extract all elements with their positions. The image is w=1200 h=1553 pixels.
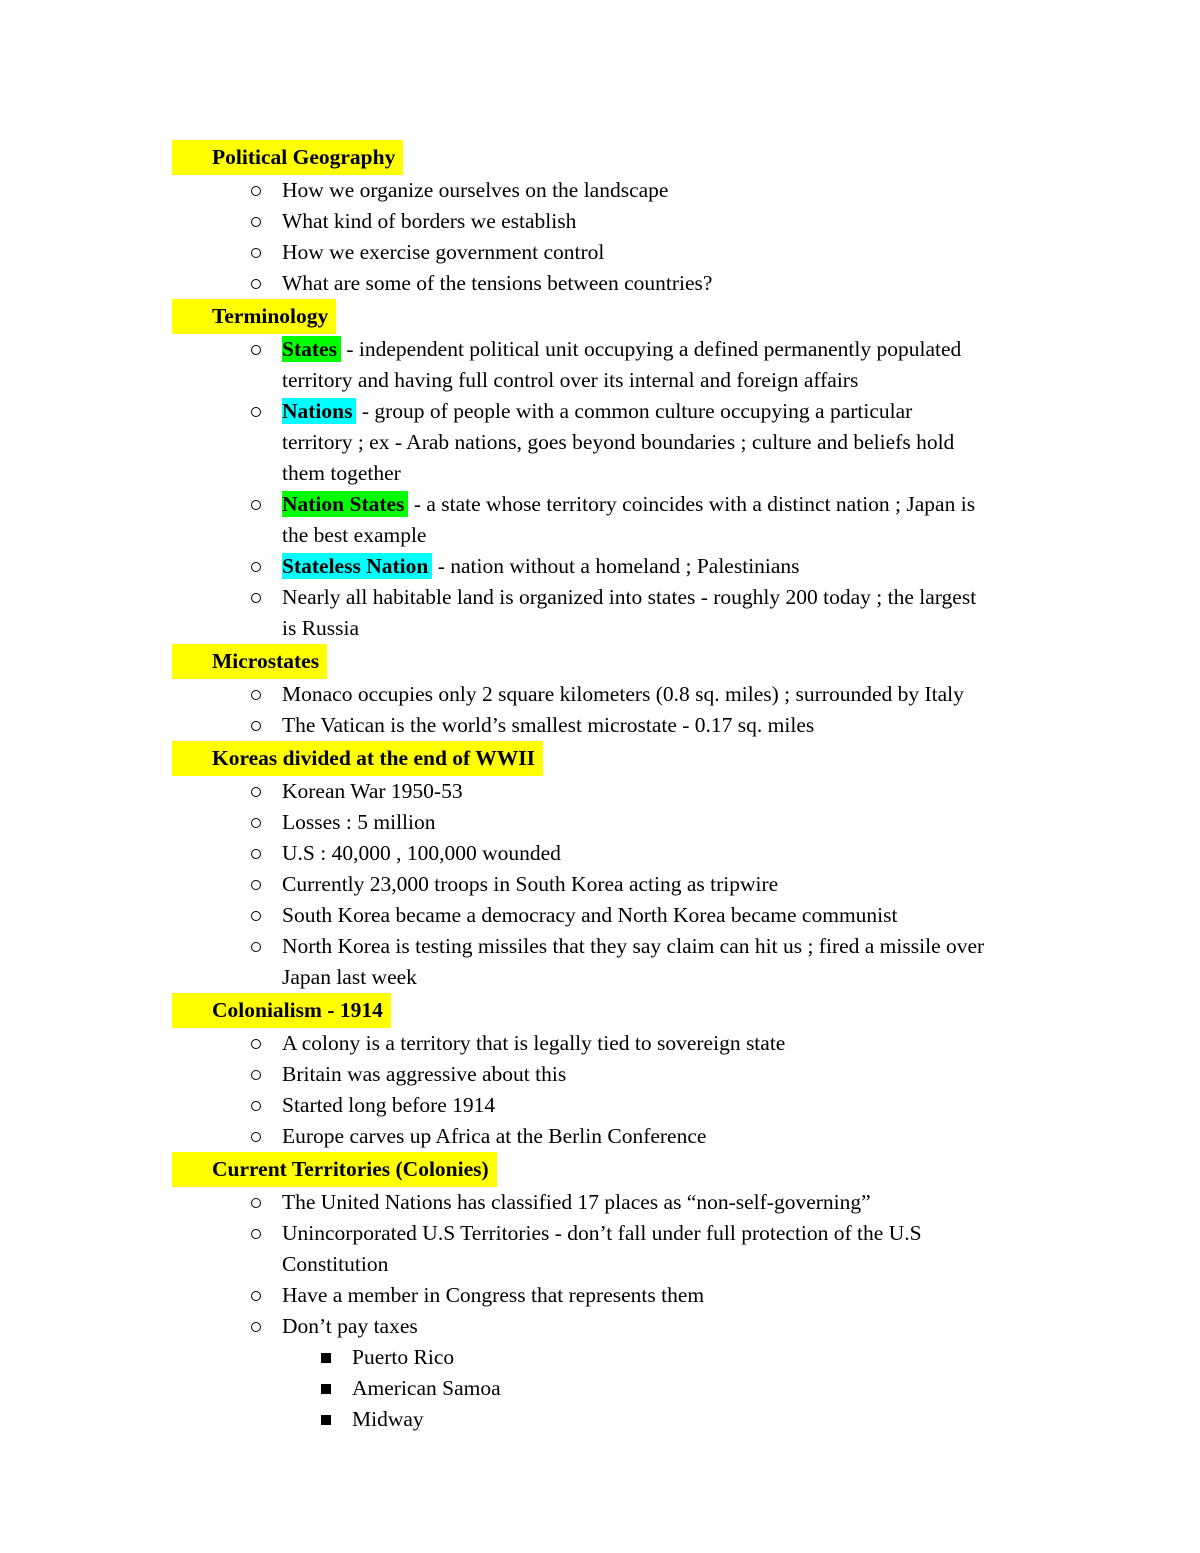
circ-glyph-icon (251, 818, 261, 828)
circ-glyph-icon (251, 690, 261, 700)
list-item (0, 1187, 1200, 1218)
sq-glyph-icon (321, 1353, 331, 1363)
circ-glyph-icon (251, 1229, 261, 1239)
list-item-text: Don’t pay taxes (282, 1314, 418, 1338)
circ-glyph-icon (251, 721, 261, 731)
sub-list-item (0, 1404, 1200, 1435)
list-item-continuation (0, 962, 1200, 993)
circ-glyph-icon (251, 787, 261, 797)
list-item-text: is Russia (282, 616, 360, 640)
list-item (0, 710, 1200, 741)
list-item (0, 582, 1200, 613)
circ-glyph-icon (251, 279, 261, 289)
list-item (0, 237, 1200, 268)
circ-glyph-icon (251, 217, 261, 227)
list-item (0, 396, 1200, 427)
circ-bullet-icon (243, 334, 269, 365)
circ-bullet-icon (243, 710, 269, 741)
circ-bullet-icon (243, 396, 269, 427)
list-item-text: The Vatican is the world’s smallest microstate - 0.17 sq. miles (282, 713, 815, 737)
circ-bullet-icon (243, 931, 269, 962)
list-item-text: Constitution (282, 1252, 389, 1276)
list-item (0, 1028, 1200, 1059)
list-item-continuation (0, 520, 1200, 551)
circ-bullet-icon (243, 1090, 269, 1121)
list-item-text: South Korea became a democracy and North Korea became communist (282, 903, 898, 927)
list-item-text: What kind of borders we establish (282, 209, 577, 233)
circ-bullet-icon (243, 551, 269, 582)
circ-glyph-icon (251, 942, 261, 952)
list-item (0, 679, 1200, 710)
section-heading (0, 993, 1200, 1028)
circ-glyph-icon (251, 345, 261, 355)
list-item (0, 838, 1200, 869)
section-heading (0, 299, 1200, 334)
circ-glyph-icon (251, 880, 261, 890)
list-item-text: Europe carves up Africa at the Berlin Conference (282, 1124, 707, 1148)
circ-bullet-icon (243, 1311, 269, 1342)
circ-bullet-icon (243, 900, 269, 931)
list-item-text: territory ; ex - Arab nations, goes beyond boundaries ; culture and beliefs hold (282, 430, 955, 454)
circ-bullet-icon (243, 206, 269, 237)
circ-bullet-icon (243, 175, 269, 206)
circ-bullet-icon (243, 489, 269, 520)
circ-bullet-icon (243, 1187, 269, 1218)
sub-list-item-text: American Samoa (352, 1376, 501, 1400)
section-heading-text: Microstates (172, 644, 327, 679)
circ-bullet-icon (243, 869, 269, 900)
circ-glyph-icon (251, 849, 261, 859)
circ-glyph-icon (251, 407, 261, 417)
term-definition: - independent political unit occupying a defined permanently populated (340, 337, 962, 361)
circ-bullet-icon (243, 268, 269, 299)
circ-glyph-icon (251, 1291, 261, 1301)
term-definition: - nation without a homeland ; Palestinians (432, 554, 800, 578)
list-item (0, 900, 1200, 931)
circ-bullet-icon (243, 838, 269, 869)
sub-list-item-text: Puerto Rico (352, 1345, 455, 1369)
list-item-continuation (0, 1249, 1200, 1280)
section-heading-text: Koreas divided at the end of WWII (172, 741, 543, 776)
list-item-continuation (0, 427, 1200, 458)
list-item-continuation (0, 458, 1200, 489)
section-heading-text: Political Geography (172, 140, 403, 175)
term-highlight: Nation States (282, 491, 408, 517)
circ-bullet-icon (243, 1121, 269, 1152)
term-definition: - a state whose territory coincides with a distinct nation ; Japan is (408, 492, 976, 516)
circ-bullet-icon (243, 1280, 269, 1311)
list-item (0, 1059, 1200, 1090)
circ-bullet-icon (243, 237, 269, 268)
list-item (0, 807, 1200, 838)
term-definition: - group of people with a common culture occupying a particular (356, 399, 913, 423)
list-item-text: them together (282, 461, 401, 485)
section-heading-text: Colonialism - 1914 (172, 993, 391, 1028)
sub-list-item (0, 1373, 1200, 1404)
list-item-text: Monaco occupies only 2 square kilometers (0.8 sq. miles) ; surrounded by Italy (282, 682, 964, 706)
list-item-text: How we organize ourselves on the landscape (282, 178, 669, 202)
list-item-text: How we exercise government control (282, 240, 605, 264)
list-item-text: North Korea is testing missiles that they say claim can hit us ; fired a missile over (282, 934, 985, 958)
circ-glyph-icon (251, 562, 261, 572)
list-item-text: Have a member in Congress that represents them (282, 1283, 705, 1307)
list-item-text: What are some of the tensions between countries? (282, 271, 713, 295)
list-item (0, 551, 1200, 582)
circ-glyph-icon (251, 1322, 261, 1332)
circ-glyph-icon (251, 1039, 261, 1049)
list-item-text: territory and having full control over its internal and foreign affairs (282, 368, 859, 392)
term-highlight: States (282, 336, 341, 362)
list-item (0, 869, 1200, 900)
sq-bullet-icon (313, 1373, 339, 1404)
section-heading-text: Terminology (172, 299, 336, 334)
list-item (0, 175, 1200, 206)
sub-list-item (0, 1342, 1200, 1373)
list-item-text: Unincorporated U.S Territories - don’t fall under full protection of the U.S (282, 1221, 922, 1245)
circ-glyph-icon (251, 1070, 261, 1080)
circ-bullet-icon (243, 1028, 269, 1059)
circ-glyph-icon (251, 1132, 261, 1142)
circ-glyph-icon (251, 186, 261, 196)
list-item (0, 1311, 1200, 1342)
circ-bullet-icon (243, 679, 269, 710)
list-item-text: Japan last week (282, 965, 417, 989)
sq-glyph-icon (321, 1415, 331, 1425)
circ-glyph-icon (251, 911, 261, 921)
list-item-text: A colony is a territory that is legally tied to sovereign state (282, 1031, 786, 1055)
circ-glyph-icon (251, 1101, 261, 1111)
sub-list-item-text: Midway (352, 1407, 424, 1431)
list-item (0, 206, 1200, 237)
term-highlight: Nations (282, 398, 356, 424)
list-item-text: Started long before 1914 (282, 1093, 496, 1117)
circ-glyph-icon (251, 248, 261, 258)
sq-bullet-icon (313, 1342, 339, 1373)
circ-glyph-icon (251, 500, 261, 510)
sq-bullet-icon (313, 1404, 339, 1435)
circ-bullet-icon (243, 1059, 269, 1090)
section-heading (0, 140, 1200, 175)
list-item (0, 1280, 1200, 1311)
list-item (0, 1121, 1200, 1152)
list-item (0, 931, 1200, 962)
list-item-text: U.S : 40,000 , 100,000 wounded (282, 841, 561, 865)
circ-bullet-icon (243, 776, 269, 807)
list-item (0, 268, 1200, 299)
list-item-text: The United Nations has classified 17 places as “non-self-governing” (282, 1190, 871, 1214)
circ-glyph-icon (251, 593, 261, 603)
list-item-text: Currently 23,000 troops in South Korea acting as tripwire (282, 872, 779, 896)
circ-bullet-icon (243, 807, 269, 838)
sq-glyph-icon (321, 1384, 331, 1394)
list-item-text: the best example (282, 523, 427, 547)
document-body (0, 140, 1200, 1435)
list-item (0, 489, 1200, 520)
list-item-text: Britain was aggressive about this (282, 1062, 567, 1086)
list-item-text: Korean War 1950-53 (282, 779, 463, 803)
list-item (0, 1218, 1200, 1249)
list-item-continuation (0, 613, 1200, 644)
list-item-text: Nearly all habitable land is organized into states - roughly 200 today ; the largest (282, 585, 977, 609)
section-heading (0, 741, 1200, 776)
list-item (0, 1090, 1200, 1121)
list-item-text: Losses : 5 million (282, 810, 436, 834)
section-heading (0, 644, 1200, 679)
term-highlight: Stateless Nation (282, 553, 432, 579)
list-item (0, 334, 1200, 365)
list-item-continuation (0, 365, 1200, 396)
circ-glyph-icon (251, 1198, 261, 1208)
circ-bullet-icon (243, 1218, 269, 1249)
section-heading (0, 1152, 1200, 1187)
list-item (0, 776, 1200, 807)
circ-bullet-icon (243, 582, 269, 613)
section-heading-text: Current Territories (Colonies) (172, 1152, 497, 1187)
